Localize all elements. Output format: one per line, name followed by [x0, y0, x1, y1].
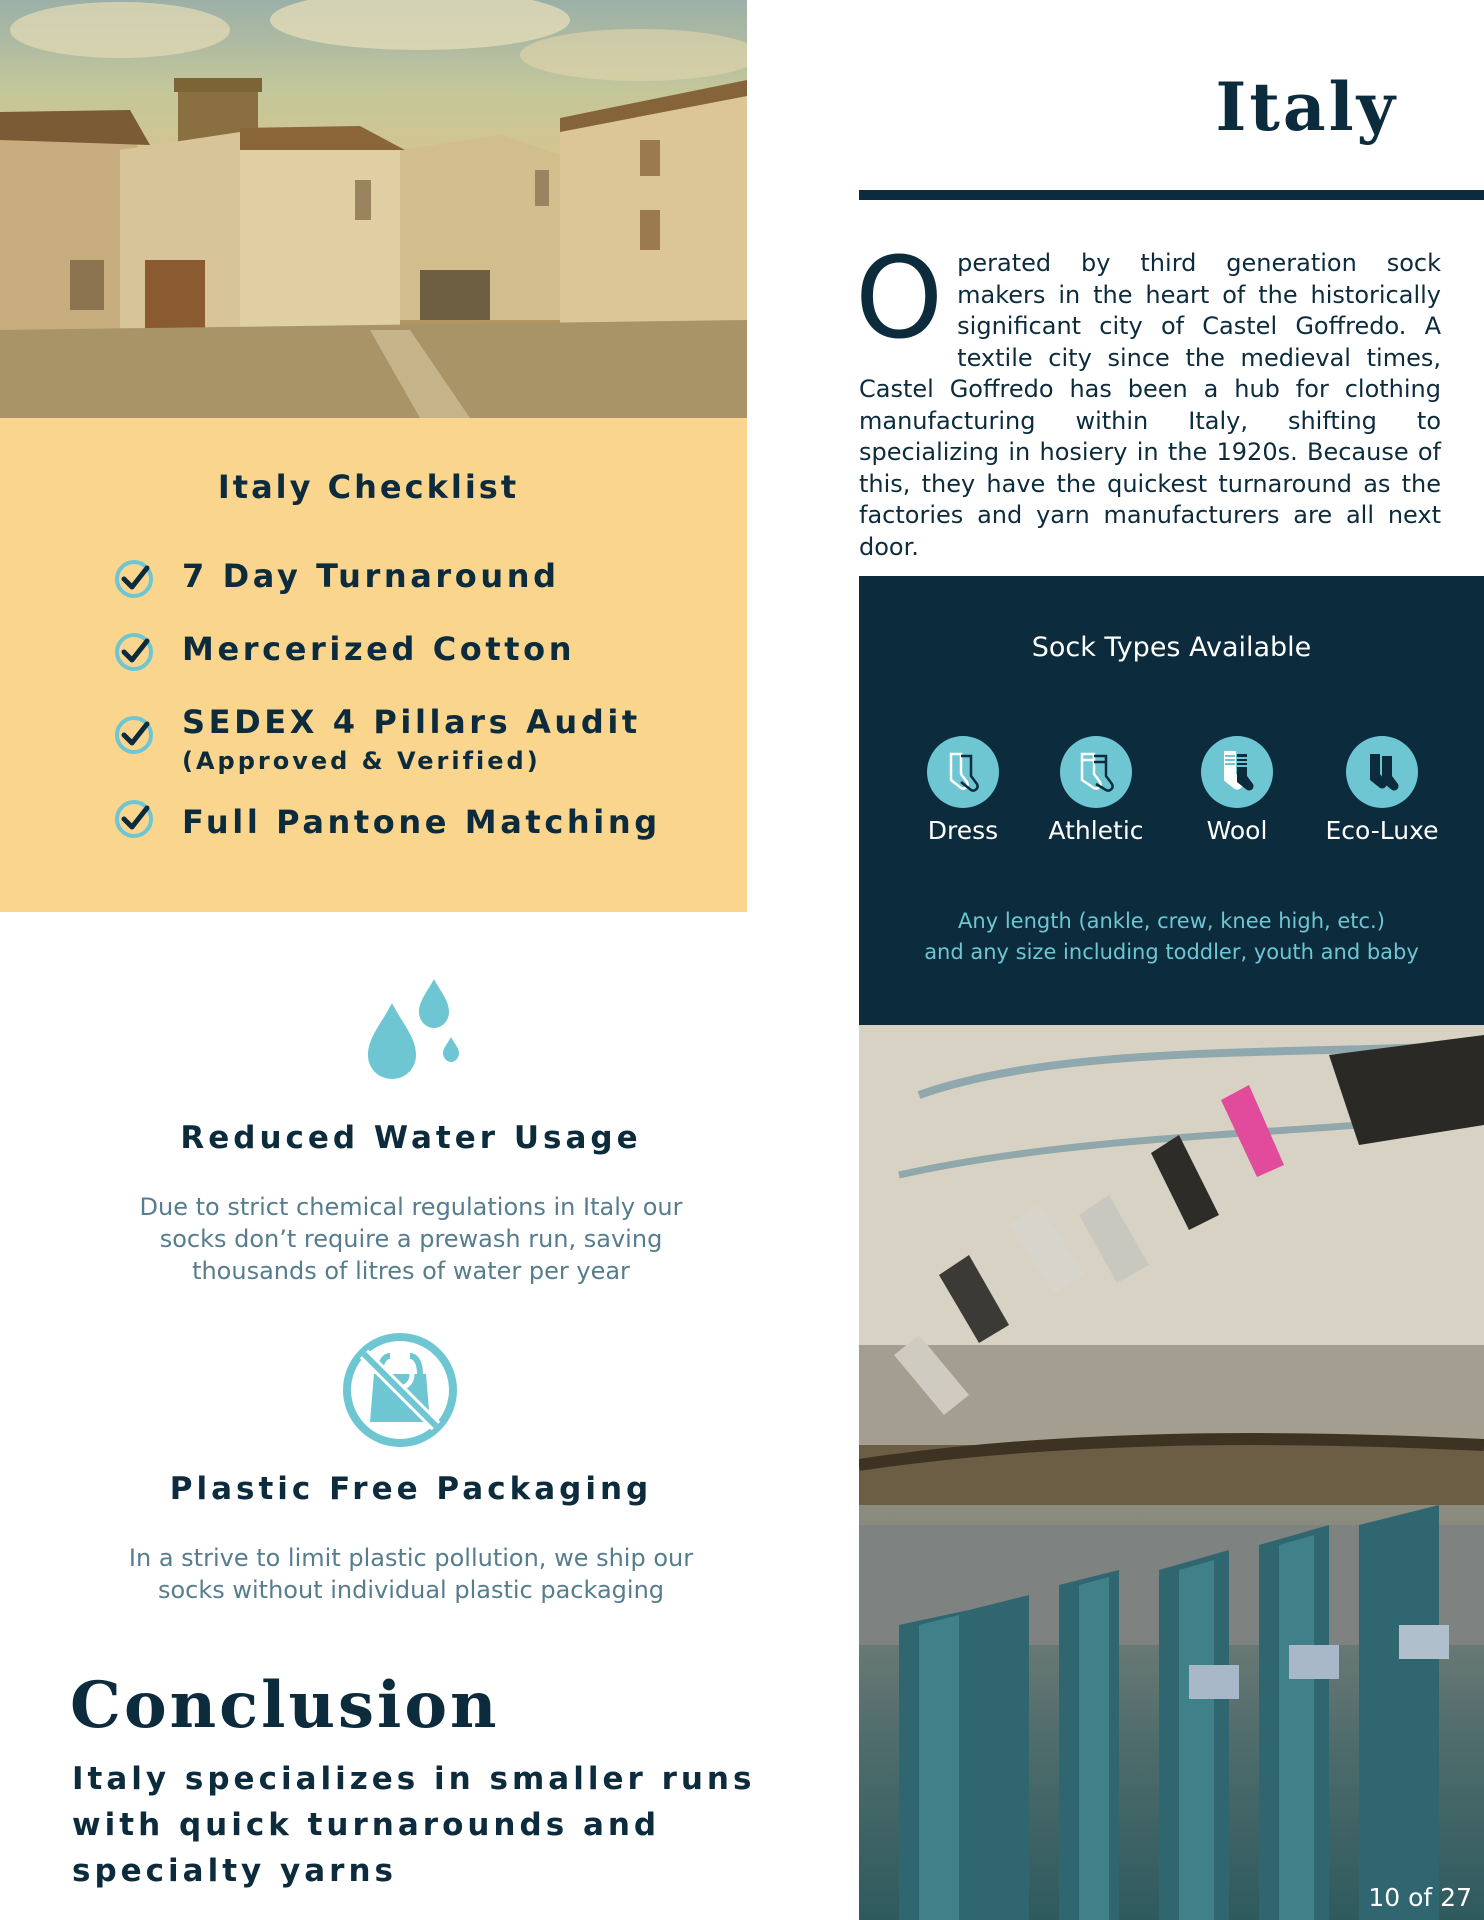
- athletic-sock-icon: [1072, 748, 1120, 796]
- intro-paragraph: [855, 234, 1441, 563]
- sock-type-dress: [888, 736, 1038, 845]
- dress-sock-icon: [939, 748, 987, 796]
- sock-note-line: Any length (ankle, crew, knee high, etc.): [958, 909, 1385, 933]
- checklist-item-label: Mercerized Cotton: [182, 630, 576, 668]
- wool-sock-icon: [1213, 748, 1261, 796]
- checkmark-icon: [112, 556, 156, 600]
- checklist-item: [112, 802, 661, 842]
- feature-body: In a strive to limit plastic pollution, we ship our socks without individual plastic packaging: [128, 1544, 694, 1604]
- checklist-item: [112, 629, 575, 673]
- checklist-item: [112, 556, 560, 600]
- conclusion-title: Conclusion: [70, 1668, 500, 1743]
- factory-photo: [859, 1025, 1484, 1920]
- feature-title: Reduced Water Usage: [180, 1120, 642, 1156]
- checklist-item-sublabel: (Approved & Verified): [182, 747, 541, 775]
- sock-type-label: Athletic: [1048, 816, 1144, 845]
- checkmark-icon: [112, 712, 156, 756]
- sock-types-note: [859, 906, 1484, 968]
- checkmark-icon: [112, 629, 156, 673]
- sock-type-wool: [1162, 736, 1312, 845]
- title-divider: [859, 190, 1484, 200]
- eco-luxe-sock-icon: [1358, 748, 1406, 796]
- page-number: 10 of 27: [1368, 1883, 1472, 1912]
- sock-type-athletic: [1021, 736, 1171, 845]
- town-photo: [0, 0, 747, 418]
- sock-types-panel: [859, 576, 1484, 1025]
- feature-title: Plastic Free Packaging: [169, 1471, 653, 1507]
- no-plastic-bag-icon: [340, 1330, 460, 1450]
- sock-type-label: Eco-Luxe: [1325, 816, 1439, 845]
- sock-type-label: Wool: [1206, 816, 1268, 845]
- sock-note-line: and any size including toddler, youth and baby: [924, 940, 1419, 964]
- checklist-item-label: SEDEX 4 Pillars Audit: [182, 703, 641, 741]
- checkmark-icon: [112, 796, 156, 840]
- conclusion-body: Italy specializes in smaller runs with quick turnarounds and specialty yarns: [72, 1761, 756, 1889]
- checklist-item: [112, 702, 641, 778]
- checklist-item-label: Full Pantone Matching: [182, 803, 661, 841]
- page-title: Italy: [1215, 68, 1398, 146]
- checklist-panel: [0, 418, 747, 912]
- sock-types-title: Sock Types Available: [1031, 632, 1312, 663]
- water-drops-icon: [356, 975, 466, 1085]
- intro-text: perated by third generation sock makers in the heart of the historically significant city of Castel Goffredo. A textile city since the medieval times, Castel Goffredo has been a hub for clothing manufacturing within Italy, shifting to specializing in hosiery in the 1920s. Because of this, they have the quickest turnaround as the factories and yarn manufacturers are all next door.: [859, 249, 1441, 561]
- checklist-title: Italy Checklist: [217, 468, 520, 506]
- sock-type-eco-luxe: [1307, 736, 1457, 845]
- checklist-item-label: 7 Day Turnaround: [182, 557, 560, 595]
- drop-cap: O: [855, 234, 944, 364]
- feature-body: Due to strict chemical regulations in Italy our socks don’t require a prewash run, saving thousands of litres of water per year: [139, 1193, 683, 1285]
- sock-type-label: Dress: [927, 816, 999, 845]
